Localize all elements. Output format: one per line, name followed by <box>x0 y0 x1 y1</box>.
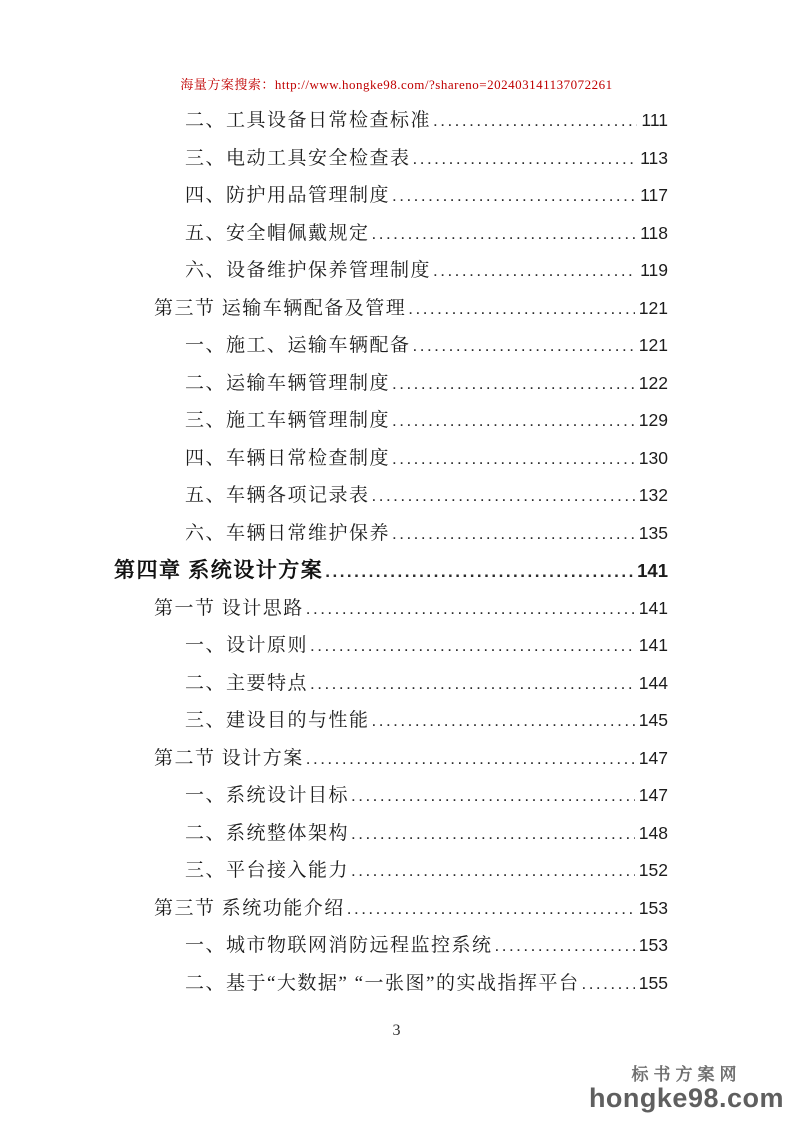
toc-entry <box>114 777 668 815</box>
toc-entry <box>114 665 668 703</box>
toc-entry-page: 118 <box>640 222 668 243</box>
toc-entry-page: 121 <box>638 335 668 355</box>
toc-entry-label: 二、系统整体架构 <box>185 822 350 844</box>
toc-entry-page: 141 <box>638 597 668 618</box>
toc-entry-label: 一、系统设计目标 <box>185 785 350 806</box>
dot-leader <box>351 815 635 853</box>
toc-entry <box>114 852 668 890</box>
toc-entry-label: 二、主要特点 <box>185 672 309 694</box>
toc-entry-page: 119 <box>640 260 668 280</box>
toc-entry <box>114 627 668 665</box>
toc-list <box>114 102 668 1002</box>
watermark-domain: hongke98.com <box>588 1082 784 1113</box>
toc-entry-page: 141 <box>638 635 668 655</box>
toc-entry-page: 129 <box>638 410 668 430</box>
toc-entry-label: 三、施工车辆管理制度 <box>185 410 391 431</box>
dot-leader <box>433 102 637 140</box>
dot-leader <box>408 290 635 328</box>
toc-entry-label: 五、车辆各项记录表 <box>185 485 370 506</box>
toc-entry-page: 121 <box>638 297 668 318</box>
toc-entry <box>114 590 668 628</box>
toc-entry-page: 141 <box>637 560 668 581</box>
toc-entry-page: 153 <box>638 897 668 918</box>
dot-leader <box>581 965 634 1003</box>
toc-entry <box>114 365 668 403</box>
dot-leader <box>372 702 635 740</box>
dot-leader <box>372 215 637 253</box>
toc-entry-page: 144 <box>638 672 668 693</box>
toc-entry <box>114 740 668 778</box>
toc-entry-label: 二、基于“大数据” “一张图”的实战指挥平台 <box>185 972 580 994</box>
toc-entry-page: 152 <box>638 860 668 880</box>
dot-leader <box>392 177 636 215</box>
toc-entry <box>114 890 668 928</box>
toc-entry-page: 135 <box>638 522 668 543</box>
toc-entry-label: 第三节 系统功能介绍 <box>154 897 345 919</box>
dot-leader <box>392 440 635 478</box>
toc-entry-label: 四、防护用品管理制度 <box>185 185 391 206</box>
dot-leader <box>310 627 635 665</box>
toc-entry <box>114 402 668 440</box>
dot-leader <box>413 327 635 365</box>
toc-entry <box>114 177 668 215</box>
toc-entry-label: 六、车辆日常维护保养 <box>185 522 391 544</box>
dot-leader <box>372 477 635 515</box>
toc-entry-label: 一、施工、运输车辆配备 <box>185 335 411 356</box>
toc-entry <box>114 140 668 178</box>
toc-entry-page: 153 <box>638 935 668 955</box>
toc-entry-label: 二、工具设备日常检查标准 <box>185 110 432 131</box>
toc-entry-page: 117 <box>640 185 668 205</box>
toc-entry <box>114 290 668 328</box>
toc-entry-page: 111 <box>641 110 668 130</box>
dot-leader <box>310 665 635 703</box>
toc-entry <box>114 327 668 365</box>
dot-leader <box>495 927 635 965</box>
toc-entry-label: 第一节 设计思路 <box>154 597 304 619</box>
dot-leader <box>392 402 635 440</box>
toc-entry-page: 130 <box>638 447 668 468</box>
toc-entry-label: 二、运输车辆管理制度 <box>185 372 391 394</box>
toc-entry-page: 145 <box>638 710 668 730</box>
toc-entry <box>114 965 668 1003</box>
toc-entry-page: 113 <box>640 147 668 168</box>
toc-entry <box>114 252 668 290</box>
dot-leader <box>392 515 635 553</box>
toc-entry-label: 第四章 系统设计方案 <box>114 558 324 582</box>
toc-entry-page: 147 <box>638 785 668 805</box>
toc-entry <box>114 552 668 590</box>
toc-entry <box>114 440 668 478</box>
dot-leader <box>392 365 635 403</box>
dot-leader <box>413 140 637 178</box>
dot-leader <box>325 552 633 591</box>
toc-entry-label: 一、设计原则 <box>185 635 309 656</box>
toc-entry <box>114 927 668 965</box>
dot-leader <box>351 777 635 815</box>
toc-entry-page: 155 <box>638 972 668 993</box>
watermark-logo <box>589 1066 784 1112</box>
toc-entry-label: 第二节 设计方案 <box>154 747 304 769</box>
toc-entry-page: 132 <box>638 485 668 505</box>
toc-entry-label: 第三节 运输车辆配备及管理 <box>154 297 407 319</box>
toc-entry-label: 一、城市物联网消防远程监控系统 <box>185 935 493 956</box>
toc-entry-page: 148 <box>638 822 668 843</box>
header-search-line: 海量方案搜索：http://www.hongke98.com/?shareno=202403141137072261 <box>180 77 613 92</box>
toc-entry <box>114 477 668 515</box>
watermark-title: 标书方案网 <box>631 1064 742 1084</box>
toc-entry <box>114 815 668 853</box>
dot-leader <box>306 590 635 628</box>
toc-entry-page: 147 <box>638 747 668 768</box>
page-number: 3 <box>392 1022 401 1039</box>
toc-entry <box>114 515 668 553</box>
toc-entry-label: 五、安全帽佩戴规定 <box>185 222 370 244</box>
toc-entry <box>114 702 668 740</box>
toc-entry <box>114 102 668 140</box>
toc-entry-label: 六、设备维护保养管理制度 <box>185 260 432 281</box>
toc-entry-label: 三、建设目的与性能 <box>185 710 370 731</box>
dot-leader <box>351 852 635 890</box>
toc-entry-label: 三、电动工具安全检查表 <box>185 147 411 169</box>
toc-entry-label: 四、车辆日常检查制度 <box>185 447 391 469</box>
toc-entry-label: 三、平台接入能力 <box>185 860 350 881</box>
dot-leader <box>347 890 635 928</box>
dot-leader <box>306 740 635 778</box>
toc-entry <box>114 215 668 253</box>
dot-leader <box>433 252 636 290</box>
toc-entry-page: 122 <box>638 372 668 393</box>
